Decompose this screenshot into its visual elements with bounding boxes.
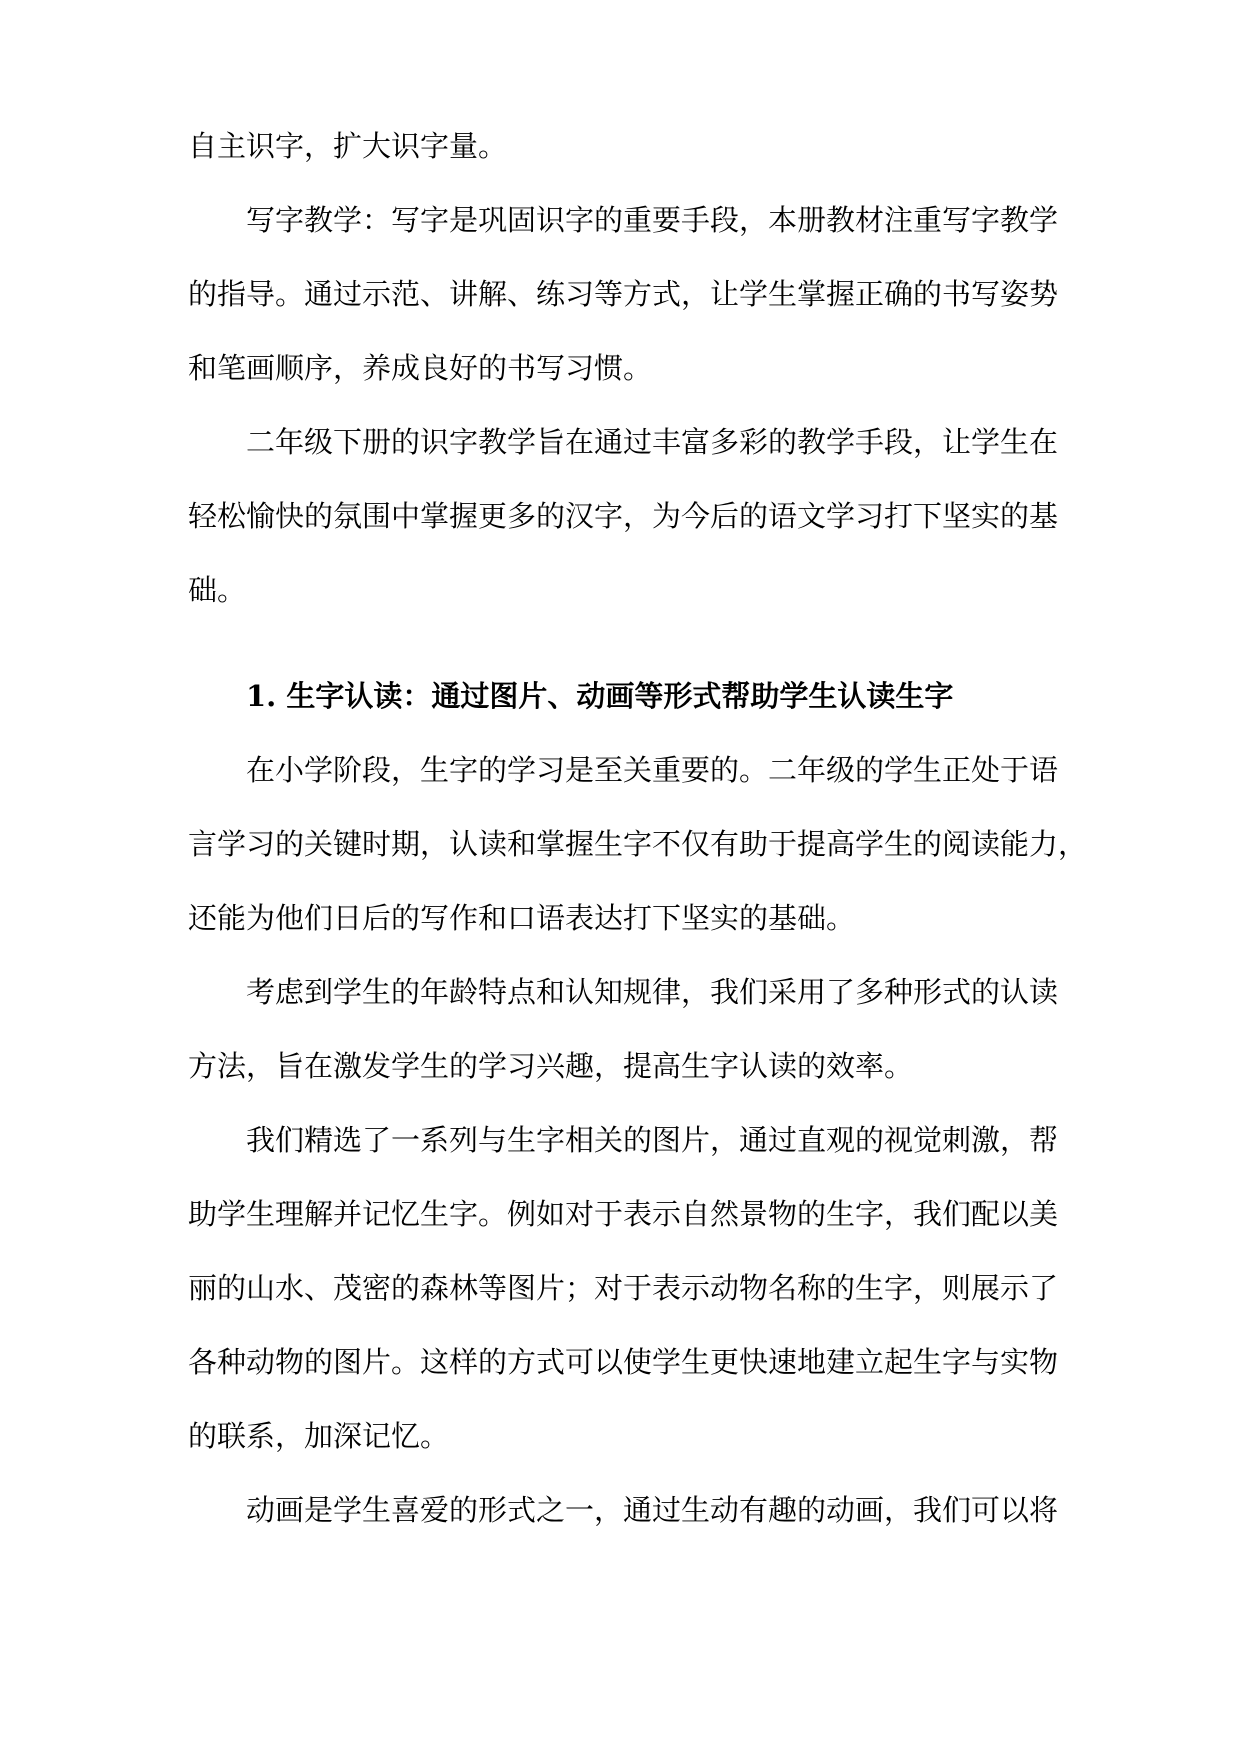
paragraph-line: 言学习的关键时期，认读和掌握生字不仅有助于提高学生的阅读能力， — [188, 827, 1088, 861]
paragraph-line: 自主识字，扩大识字量。 — [188, 129, 508, 163]
paragraph-line: 写字教学：写字是巩固识字的重要手段，本册教材注重写字教学 — [246, 203, 1059, 237]
paragraph-line: 在小学阶段，生字的学习是至关重要的。二年级的学生正处于语 — [246, 753, 1059, 787]
paragraph-line: 轻松愉快的氛围中掌握更多的汉字，为今后的语文学习打下坚实的基 — [188, 499, 1059, 533]
paragraph-line: 丽的山水、茂密的森林等图片；对于表示动物名称的生字，则展示了 — [188, 1271, 1059, 1305]
paragraph-line: 二年级下册的识字教学旨在通过丰富多彩的教学手段，让学生在 — [246, 425, 1059, 459]
paragraph-line: 我们精选了一系列与生字相关的图片，通过直观的视觉刺激，帮 — [246, 1123, 1059, 1157]
paragraph-line: 方法，旨在激发学生的学习兴趣，提高生字认读的效率。 — [188, 1049, 914, 1083]
paragraph-line: 动画是学生喜爱的形式之一，通过生动有趣的动画，我们可以将 — [246, 1493, 1059, 1527]
paragraph-line: 的指导。通过示范、讲解、练习等方式，让学生掌握正确的书写姿势 — [188, 277, 1059, 311]
paragraph-line: 助学生理解并记忆生字。例如对于表示自然景物的生字，我们配以美 — [188, 1197, 1059, 1231]
paragraph-line: 础。 — [188, 573, 247, 607]
document-body — [188, 122, 1088, 1534]
paragraph-line: 的联系，加深记忆。 — [188, 1419, 450, 1453]
paragraph-line: 和笔画顺序，养成良好的书写习惯。 — [188, 351, 653, 385]
paragraph-line: 考虑到学生的年龄特点和认知规律，我们采用了多种形式的认读 — [246, 975, 1059, 1009]
paragraph-line: 还能为他们日后的写作和口语表达打下坚实的基础。 — [188, 901, 856, 935]
paragraph-line: 各种动物的图片。这样的方式可以使学生更快速地建立起生字与实物 — [188, 1345, 1059, 1379]
section-heading: 1. 生字认读：通过图片、动画等形式帮助学生认读生字 — [246, 679, 954, 713]
